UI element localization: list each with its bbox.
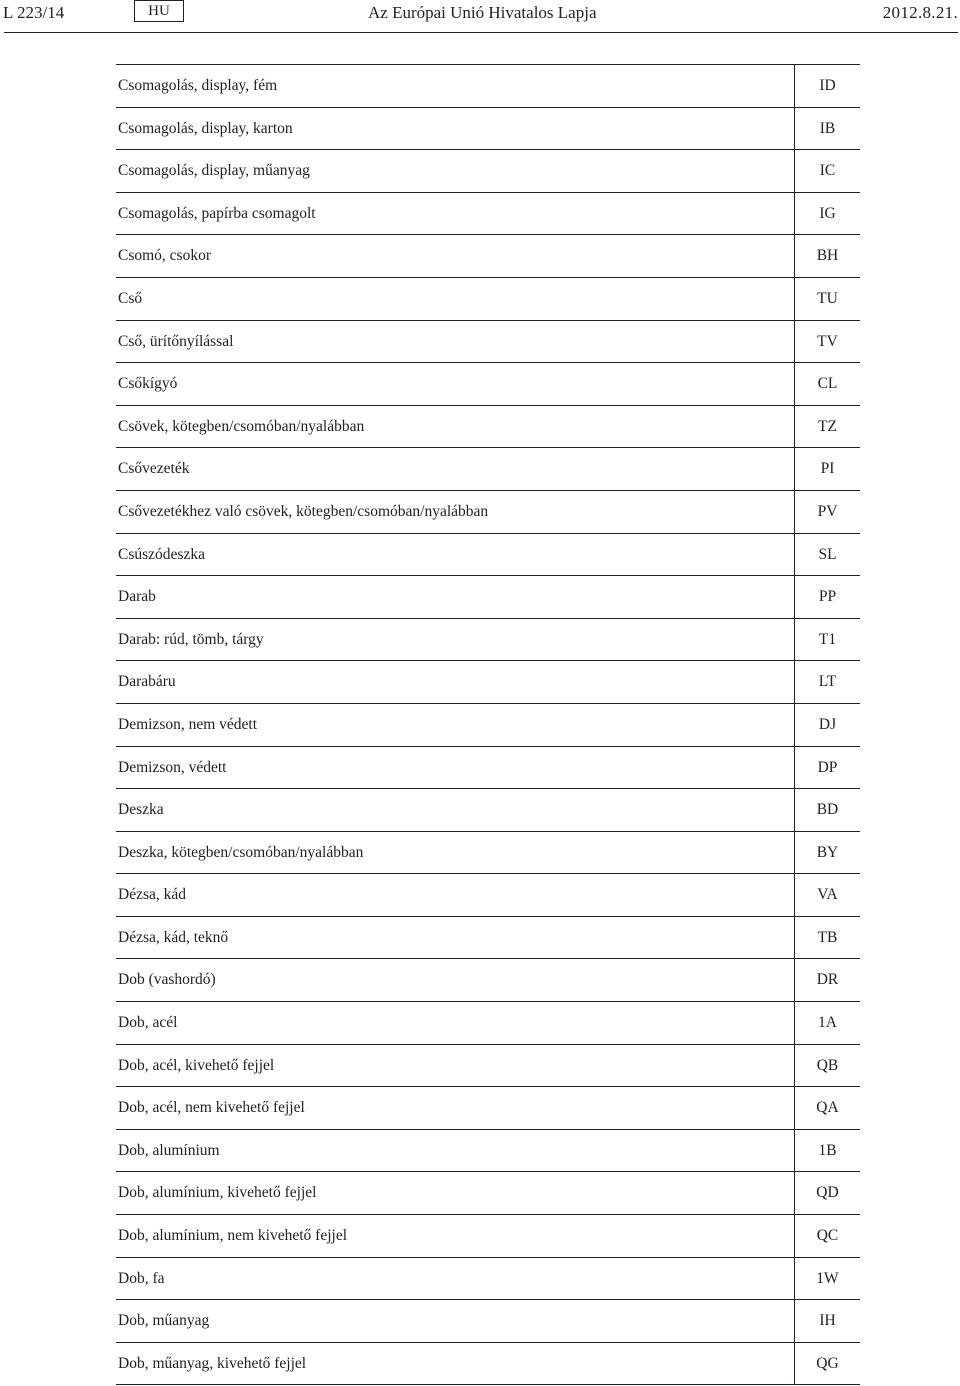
packaging-name-cell: Dob, acél, kivehető fejjel [116, 1045, 795, 1087]
packaging-code-cell: BH [816, 247, 839, 265]
packaging-code-cell: BY [816, 843, 839, 861]
packaging-name-cell: Dob, acél, nem kivehető fejjel [116, 1087, 795, 1129]
page-reference: L 223/14 [3, 3, 65, 22]
table-row [116, 278, 860, 321]
packaging-name-cell: Deszka [116, 789, 795, 831]
packaging-code-cell: QG [816, 1354, 839, 1372]
packaging-code-cell: 1A [818, 1014, 837, 1032]
packaging-name-cell: Darab [116, 576, 795, 618]
page-header [0, 0, 960, 34]
table-row [116, 1343, 860, 1386]
packaging-code-cell: PP [818, 588, 837, 606]
packaging-name-cell: Dob, fa [116, 1258, 795, 1300]
table-row [116, 534, 860, 577]
packaging-code-cell: VA [817, 886, 838, 904]
packaging-code-cell: QB [816, 1056, 839, 1074]
table-row [116, 1258, 860, 1301]
packaging-code-cell: 1W [816, 1269, 839, 1287]
packaging-name-cell: Dob, alumínium, nem kivehető fejjel [116, 1215, 795, 1257]
packaging-code-cell: SL [818, 545, 837, 563]
packaging-code-cell: BD [816, 801, 839, 819]
packaging-name-cell: Csővezeték [116, 448, 795, 490]
table-row [116, 1130, 860, 1173]
table-row [116, 1045, 860, 1088]
table-row [116, 619, 860, 662]
packaging-name-cell: Csővezetékhez való csövek, kötegben/csomóban/nyalábban [116, 491, 795, 533]
table-row [116, 321, 860, 364]
table-row [116, 491, 860, 534]
packaging-code-cell: DJ [818, 715, 837, 733]
packaging-code-cell: CL [817, 375, 838, 393]
packaging-code-cell: TB [817, 928, 838, 946]
packaging-code-cell: QA [816, 1099, 839, 1117]
table-row [116, 108, 860, 151]
header-rule [4, 32, 958, 33]
packaging-name-cell: Dézsa, kád [116, 874, 795, 916]
packaging-name-cell: Csomagolás, display, fém [116, 65, 795, 107]
table-row [116, 150, 860, 193]
packaging-code-cell: PV [817, 502, 838, 520]
packaging-code-cell: QC [816, 1227, 839, 1245]
table-row [116, 832, 860, 875]
packaging-name-cell: Dob (vashordó) [116, 959, 795, 1001]
packaging-name-cell: Csomagolás, display, karton [116, 108, 795, 150]
table-row [116, 235, 860, 278]
packaging-code-cell: T1 [818, 630, 837, 648]
packaging-name-cell: Dézsa, kád, teknő [116, 917, 795, 959]
packaging-code-cell: TU [817, 289, 838, 307]
table-row [116, 1300, 860, 1343]
packaging-code-cell: IB [819, 119, 836, 137]
journal-title: Az Európai Unió Hivatalos Lapja [368, 3, 597, 22]
packaging-name-cell: Csőkígyó [116, 363, 795, 405]
table-row [116, 959, 860, 1002]
packaging-code-cell: QD [816, 1184, 839, 1202]
packaging-code-table [116, 64, 860, 1385]
packaging-code-cell: IH [819, 1312, 836, 1330]
table-row [116, 576, 860, 619]
packaging-name-cell: Csövek, kötegben/csomóban/nyalábban [116, 406, 795, 448]
table-row [116, 363, 860, 406]
packaging-name-cell: Demizson, védett [116, 747, 795, 789]
packaging-name-cell: Cső, ürítőnyílással [116, 321, 795, 363]
packaging-name-cell: Csúszódeszka [116, 534, 795, 576]
packaging-name-cell: Dob, acél [116, 1002, 795, 1044]
packaging-code-cell: IG [819, 204, 836, 222]
packaging-code-cell: PI [820, 460, 835, 478]
publication-date: 2012.8.21. [882, 3, 958, 22]
table-row [116, 747, 860, 790]
table-row [116, 1087, 860, 1130]
packaging-code-cell: TZ [818, 417, 837, 435]
table-row [116, 874, 860, 917]
packaging-name-cell: Darabáru [116, 661, 795, 703]
packaging-code-cell: IC [819, 162, 836, 180]
table-row [116, 789, 860, 832]
table-row [116, 704, 860, 747]
packaging-name-cell: Dob, alumínium [116, 1130, 795, 1172]
packaging-name-cell: Csomagolás, papírba csomagolt [116, 193, 795, 235]
packaging-code-cell: 1B [818, 1141, 837, 1159]
packaging-name-cell: Darab: rúd, tömb, tárgy [116, 619, 795, 661]
table-row [116, 1172, 860, 1215]
packaging-code-cell: DR [816, 971, 839, 989]
packaging-name-cell: Dob, alumínium, kivehető fejjel [116, 1172, 795, 1214]
packaging-code-cell: DP [817, 758, 838, 776]
table-row [116, 448, 860, 491]
packaging-name-cell: Cső [116, 278, 795, 320]
table-row [116, 193, 860, 236]
packaging-name-cell: Demizson, nem védett [116, 704, 795, 746]
packaging-name-cell: Csomagolás, display, műanyag [116, 150, 795, 192]
language-badge: HU [134, 0, 184, 22]
packaging-name-cell: Csomó, csokor [116, 235, 795, 277]
table-row [116, 661, 860, 704]
packaging-code-cell: ID [819, 77, 836, 94]
table-row [116, 1002, 860, 1045]
table-row [116, 65, 860, 108]
table-row [116, 917, 860, 960]
packaging-name-cell: Dob, műanyag, kivehető fejjel [116, 1343, 795, 1385]
packaging-code-cell: TV [817, 332, 838, 350]
packaging-name-cell: Deszka, kötegben/csomóban/nyalábban [116, 832, 795, 874]
table-row [116, 406, 860, 449]
table-row [116, 1215, 860, 1258]
packaging-name-cell: Dob, műanyag [116, 1300, 795, 1342]
packaging-code-cell: LT [818, 673, 837, 691]
